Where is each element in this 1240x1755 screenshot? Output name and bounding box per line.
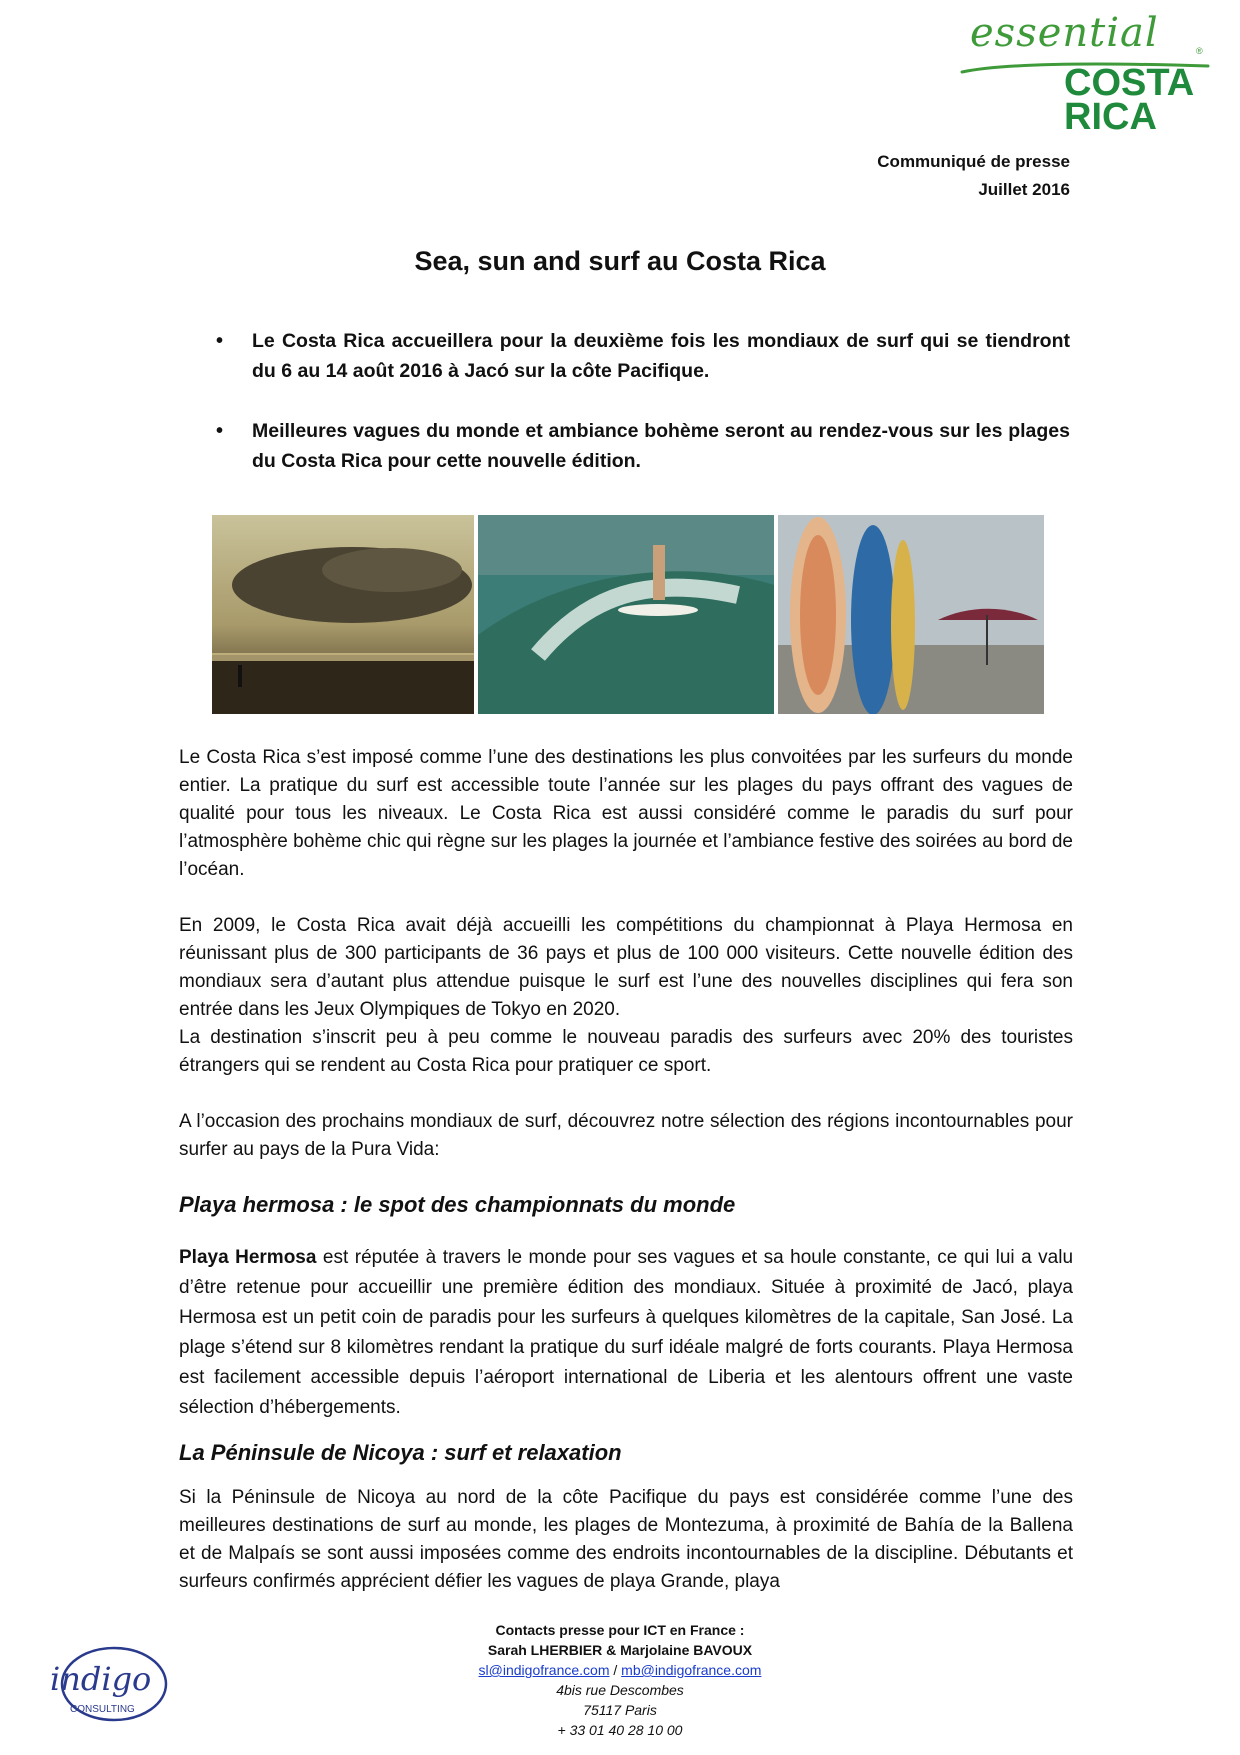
paragraph-text: Si la Péninsule de Nicoya au nord de la côte Pacifique du pays est considérée comme l’une des meilleures destinations de surf au monde, les plages de Montezuma, à proximité de Bahía de la Ballena et de Malpaís se sont aussi imposées comme des endroits incontournables de la discipline. Débutants et surfeurs confirmés apprécient défier les vagues de playa Grande, playa [179, 1487, 1073, 1592]
bullet-dot: • [216, 330, 224, 352]
footer-address-street: 4bis rue Descombes [556, 1682, 684, 1698]
logo-registered: ® [1196, 46, 1203, 56]
bullet-dot: • [216, 420, 224, 442]
logo-costa: COSTA [1064, 62, 1195, 104]
photo-surfer-wave [478, 515, 774, 714]
email-link-sl[interactable]: sl@indigofrance.com [478, 1662, 610, 1678]
paragraph-text: La destination s’inscrit peu à peu comme le nouveau paradis des surfeurs avec 20% des touristes étrangers qui se rendent au Costa Rica pour pratiquer ce sport. [179, 1027, 1073, 1076]
bullet-text: Le Costa Rica accueillera pour la deuxième fois les mondiaux de surf qui se tiendront du 6 au 14 août 2016 à Jacó sur la côte Pacifique. [252, 330, 1070, 382]
bullet-item [176, 326, 1070, 386]
paragraph-selection [179, 1108, 1073, 1164]
paragraph-text: En 2009, le Costa Rica avait déjà accueilli les compétitions du championnat à Playa Hermosa en réunissant plus de 300 participants de 36 pays et plus de 100 000 visiteurs. Cette nouvelle édition des mondiaux sera d’autant plus attendue puisque le surf est l’une des nouvelles disciplines qui fera son entrée dans les Jeux Olympiques de Tokyo en 2020. [179, 915, 1073, 1020]
paragraph-text: A l’occasion des prochains mondiaux de surf, découvrez notre sélection des régions incontournables pour surfer au pays de la Pura Vida: [179, 1111, 1073, 1160]
indigo-script: indigo [50, 1660, 152, 1698]
press-header [877, 148, 1070, 204]
paragraph-nicoya [179, 1484, 1073, 1596]
paragraph-text: est réputée à travers le monde pour ses vagues et sa houle constante, ce qui lui a valu d’être retenue pour accueillir une première édition des mondiaux. Située à proximité de Jacó, playa Hermosa est un petit coin de paradis pour les surfeurs à quelques kilomètres de la capitale, San José. La plage s’étend sur 8 kilomètres rendant la pratique du surf idéale malgré de forts courants. Playa Hermosa est facilement accessible depuis l’aéroport international de Liberia et les alentours offrent une vaste sélection d’hébergements. [179, 1247, 1074, 1418]
paragraph-text: Le Costa Rica s’est imposé comme l’une des destinations les plus convoitées par les surfeurs du monde entier. La pratique du surf est accessible toute l’année sur les plages du pays offrant des vagues de qualité pour tous les niveaux. Le Costa Rica est aussi considéré comme le paradis du surf pour l’atmosphère bohème chic qui règne sur les plages la journée et l’ambiance festive des soirées au bord de l’océan. [179, 747, 1073, 880]
email-separator: / [609, 1662, 622, 1678]
footer-address-city: 75117 Paris [583, 1702, 657, 1718]
press-date: Juillet 2016 [978, 180, 1070, 199]
footer-phone: + 33 01 40 28 10 00 [557, 1722, 683, 1738]
paragraph-history [179, 912, 1073, 1080]
bullet-item [176, 416, 1070, 476]
paragraph-playa-hermosa [179, 1243, 1073, 1423]
section-heading-nicoya: La Péninsule de Nicoya : surf et relaxation [179, 1440, 622, 1465]
bullet-list [176, 326, 1070, 506]
email-link-mb[interactable]: mb@indigofrance.com [621, 1662, 762, 1678]
photo-surfboards [778, 515, 1044, 714]
photo-beach-storm [212, 515, 474, 714]
paragraph-intro [179, 744, 1073, 884]
essential-costa-rica-logo [960, 10, 1220, 138]
photo-strip [212, 515, 1044, 714]
footer-contacts-names: Sarah LHERBIER & Marjolaine BAVOUX [487, 1642, 753, 1658]
page-title: Sea, sun and surf au Costa Rica [414, 246, 826, 276]
bullet-text: Meilleures vagues du monde et ambiance bohème seront au rendez-vous sur les plages du Costa Rica pour cette nouvelle édition. [252, 420, 1070, 472]
section-heading-playa-hermosa: Playa hermosa : le spot des championnats du monde [179, 1192, 736, 1217]
logo-rica: RICA [1064, 96, 1157, 138]
press-contacts-footer [0, 1620, 1240, 1740]
logo-script: essential [970, 10, 1159, 56]
bold-lead: Playa Hermosa [179, 1247, 317, 1268]
footer-contacts-title: Contacts presse pour ICT en France : [495, 1622, 745, 1638]
press-type: Communiqué de presse [877, 152, 1070, 171]
indigo-sub: CONSULTING [70, 1704, 135, 1715]
